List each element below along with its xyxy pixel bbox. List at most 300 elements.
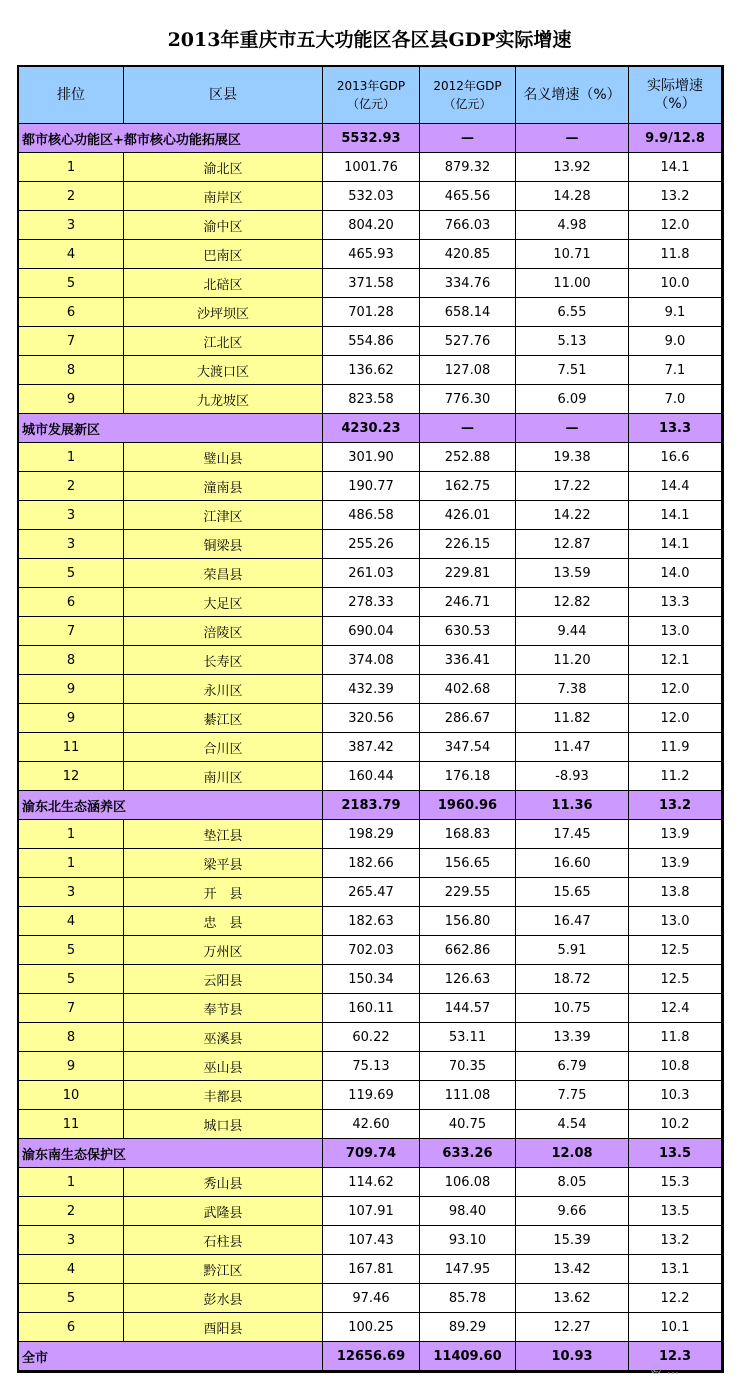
table-row (19, 1284, 722, 1313)
district-cell: 渝北区 (124, 153, 323, 182)
district-cell: 大渡口区 (124, 356, 323, 385)
gdp-2013-cell: 465.93 (323, 240, 420, 269)
gdp-2012-cell: 162.75 (420, 472, 516, 501)
real-growth-cell: 13.5 (629, 1197, 722, 1226)
gdp-2012-cell: 402.68 (420, 675, 516, 704)
table-row (19, 443, 722, 472)
gdp-2012-cell: 426.01 (420, 501, 516, 530)
table-row (19, 1023, 722, 1052)
district-cell: 江津区 (124, 501, 323, 530)
real-growth-cell: 11.9 (629, 733, 722, 762)
table-row (19, 385, 722, 414)
nominal-growth-cell: 11.00 (516, 269, 629, 298)
gdp-2012-cell: 98.40 (420, 1197, 516, 1226)
nominal-growth-cell: 12.27 (516, 1313, 629, 1342)
table-row (19, 936, 722, 965)
real-growth-cell: 13.9 (629, 820, 722, 849)
gdp-2012-cell: 40.75 (420, 1110, 516, 1139)
gdp-2013-cell: 278.33 (323, 588, 420, 617)
table-row (19, 675, 722, 704)
gdp-2012-cell: 229.81 (420, 559, 516, 588)
nominal-growth-cell: 17.22 (516, 472, 629, 501)
section-gdp-2012: 633.26 (420, 1139, 516, 1168)
nominal-growth-cell: 14.22 (516, 501, 629, 530)
section-row (19, 791, 722, 820)
table-row (19, 820, 722, 849)
gdp-2013-cell: 387.42 (323, 733, 420, 762)
section-nominal-growth: — (516, 414, 629, 443)
district-cell: 黔江区 (124, 1255, 323, 1284)
gdp-2012-cell: 176.18 (420, 762, 516, 791)
real-growth-cell: 13.1 (629, 1255, 722, 1284)
rank-cell: 2 (19, 472, 124, 501)
rank-cell: 4 (19, 240, 124, 269)
header-nominal-growth: 名义增速（%） (516, 67, 629, 124)
section-name: 都市核心功能区+都市核心功能拓展区 (19, 124, 323, 153)
gdp-2012-cell: 70.35 (420, 1052, 516, 1081)
gdp-2012-cell: 347.54 (420, 733, 516, 762)
real-growth-cell: 13.2 (629, 1226, 722, 1255)
gdp-table (18, 66, 722, 1371)
rank-cell: 4 (19, 1255, 124, 1284)
real-growth-cell: 11.8 (629, 1023, 722, 1052)
gdp-2013-cell: 255.26 (323, 530, 420, 559)
section-real-growth: 9.9/12.8 (629, 124, 722, 153)
district-cell: 巫溪县 (124, 1023, 323, 1052)
table-row (19, 1255, 722, 1284)
district-cell: 渝中区 (124, 211, 323, 240)
table-row (19, 907, 722, 936)
district-cell: 城口县 (124, 1110, 323, 1139)
gdp-2013-cell: 320.56 (323, 704, 420, 733)
district-cell: 奉节县 (124, 994, 323, 1023)
gdp-2013-cell: 261.03 (323, 559, 420, 588)
nominal-growth-cell: 12.82 (516, 588, 629, 617)
gdp-2012-cell: 465.56 (420, 182, 516, 211)
gdp-2013-cell: 150.34 (323, 965, 420, 994)
gdp-2013-cell: 60.22 (323, 1023, 420, 1052)
nominal-growth-cell: 5.13 (516, 327, 629, 356)
section-gdp-2013: 5532.93 (323, 124, 420, 153)
watermark: © ... (649, 1363, 679, 1378)
table-row (19, 704, 722, 733)
gdp-2012-cell: 85.78 (420, 1284, 516, 1313)
real-growth-cell: 14.1 (629, 153, 722, 182)
district-cell: 璧山县 (124, 443, 323, 472)
rank-cell: 8 (19, 356, 124, 385)
real-growth-cell: 10.0 (629, 269, 722, 298)
table-row (19, 356, 722, 385)
section-nominal-growth: 12.08 (516, 1139, 629, 1168)
real-growth-cell: 13.2 (629, 182, 722, 211)
gdp-2012-cell: 658.14 (420, 298, 516, 327)
gdp-2012-cell: 879.32 (420, 153, 516, 182)
rank-cell: 3 (19, 501, 124, 530)
rank-cell: 5 (19, 936, 124, 965)
rank-cell: 3 (19, 878, 124, 907)
nominal-growth-cell: -8.93 (516, 762, 629, 791)
table-row (19, 994, 722, 1023)
gdp-2013-cell: 374.08 (323, 646, 420, 675)
gdp-2013-cell: 198.29 (323, 820, 420, 849)
gdp-2013-cell: 119.69 (323, 1081, 420, 1110)
district-cell: 永川区 (124, 675, 323, 704)
gdp-2013-cell: 75.13 (323, 1052, 420, 1081)
district-cell: 彭水县 (124, 1284, 323, 1313)
gdp-2012-cell: 662.86 (420, 936, 516, 965)
nominal-growth-cell: 11.82 (516, 704, 629, 733)
gdp-2013-cell: 532.03 (323, 182, 420, 211)
gdp-2012-cell: 226.15 (420, 530, 516, 559)
gdp-2012-cell: 630.53 (420, 617, 516, 646)
rank-cell: 2 (19, 1197, 124, 1226)
table-row (19, 646, 722, 675)
district-cell: 开 县 (124, 878, 323, 907)
gdp-2012-cell: 111.08 (420, 1081, 516, 1110)
table-row (19, 762, 722, 791)
nominal-growth-cell: 6.79 (516, 1052, 629, 1081)
real-growth-cell: 9.0 (629, 327, 722, 356)
district-cell: 巴南区 (124, 240, 323, 269)
gdp-2012-cell: 246.71 (420, 588, 516, 617)
gdp-2013-cell: 42.60 (323, 1110, 420, 1139)
rank-cell: 4 (19, 907, 124, 936)
nominal-growth-cell: 11.20 (516, 646, 629, 675)
total-row (19, 1342, 722, 1371)
table-row (19, 878, 722, 907)
table-row (19, 298, 722, 327)
rank-cell: 5 (19, 559, 124, 588)
district-cell: 荣昌县 (124, 559, 323, 588)
district-cell: 忠 县 (124, 907, 323, 936)
nominal-growth-cell: 10.75 (516, 994, 629, 1023)
gdp-2013-cell: 486.58 (323, 501, 420, 530)
gdp-2012-cell: 156.65 (420, 849, 516, 878)
rank-cell: 1 (19, 820, 124, 849)
rank-cell: 12 (19, 762, 124, 791)
nominal-growth-cell: 11.47 (516, 733, 629, 762)
rank-cell: 7 (19, 617, 124, 646)
real-growth-cell: 12.2 (629, 1284, 722, 1313)
rank-cell: 6 (19, 298, 124, 327)
real-growth-cell: 14.0 (629, 559, 722, 588)
real-growth-cell: 7.0 (629, 385, 722, 414)
district-cell: 石柱县 (124, 1226, 323, 1255)
rank-cell: 6 (19, 1313, 124, 1342)
nominal-growth-cell: 5.91 (516, 936, 629, 965)
district-cell: 武隆县 (124, 1197, 323, 1226)
table-row (19, 211, 722, 240)
rank-cell: 10 (19, 1081, 124, 1110)
nominal-growth-cell: 4.98 (516, 211, 629, 240)
real-growth-cell: 13.3 (629, 588, 722, 617)
table-row (19, 153, 722, 182)
rank-cell: 8 (19, 646, 124, 675)
rank-cell: 2 (19, 182, 124, 211)
total-gdp-2013: 12656.69 (323, 1342, 420, 1371)
rank-cell: 7 (19, 327, 124, 356)
section-real-growth: 13.5 (629, 1139, 722, 1168)
table-row (19, 1313, 722, 1342)
district-cell: 酉阳县 (124, 1313, 323, 1342)
page-title: 2013年重庆市五大功能区各区县GDP实际增速 (167, 29, 572, 51)
table-row (19, 472, 722, 501)
nominal-growth-cell: 7.51 (516, 356, 629, 385)
rank-cell: 11 (19, 733, 124, 762)
nominal-growth-cell: 9.44 (516, 617, 629, 646)
real-growth-cell: 14.1 (629, 530, 722, 559)
nominal-growth-cell: 15.39 (516, 1226, 629, 1255)
section-row (19, 1139, 722, 1168)
table-row (19, 1110, 722, 1139)
gdp-2013-cell: 554.86 (323, 327, 420, 356)
real-growth-cell: 9.1 (629, 298, 722, 327)
nominal-growth-cell: 13.92 (516, 153, 629, 182)
section-row (19, 124, 722, 153)
header-gdp-2012: 2012年GDP （亿元） (420, 67, 516, 124)
real-growth-cell: 12.1 (629, 646, 722, 675)
rank-cell: 9 (19, 704, 124, 733)
real-growth-cell: 12.4 (629, 994, 722, 1023)
nominal-growth-cell: 14.28 (516, 182, 629, 211)
table-row (19, 1226, 722, 1255)
section-real-growth: 13.2 (629, 791, 722, 820)
table-row (19, 240, 722, 269)
table-row (19, 269, 722, 298)
gdp-2012-cell: 776.30 (420, 385, 516, 414)
gdp-2012-cell: 168.83 (420, 820, 516, 849)
section-gdp-2012: 1960.96 (420, 791, 516, 820)
rank-cell: 3 (19, 211, 124, 240)
table-row (19, 1197, 722, 1226)
gdp-2012-cell: 89.29 (420, 1313, 516, 1342)
nominal-growth-cell: 8.05 (516, 1168, 629, 1197)
rank-cell: 8 (19, 1023, 124, 1052)
rank-cell: 1 (19, 153, 124, 182)
gdp-2013-cell: 107.91 (323, 1197, 420, 1226)
nominal-growth-cell: 10.71 (516, 240, 629, 269)
section-gdp-2012: — (420, 124, 516, 153)
header-rank: 排位 (19, 67, 124, 124)
gdp-2013-cell: 265.47 (323, 878, 420, 907)
gdp-2013-cell: 702.03 (323, 936, 420, 965)
rank-cell: 1 (19, 443, 124, 472)
header-row (19, 67, 722, 124)
gdp-2013-cell: 97.46 (323, 1284, 420, 1313)
district-cell: 垫江县 (124, 820, 323, 849)
table-row (19, 1081, 722, 1110)
nominal-growth-cell: 16.47 (516, 907, 629, 936)
district-cell: 南川区 (124, 762, 323, 791)
district-cell: 万州区 (124, 936, 323, 965)
table-row (19, 849, 722, 878)
gdp-2012-cell: 334.76 (420, 269, 516, 298)
real-growth-cell: 11.2 (629, 762, 722, 791)
rank-cell: 7 (19, 994, 124, 1023)
total-nominal-growth: 10.93 (516, 1342, 629, 1371)
gdp-2013-cell: 371.58 (323, 269, 420, 298)
district-cell: 大足区 (124, 588, 323, 617)
real-growth-cell: 14.1 (629, 501, 722, 530)
total-gdp-2012: 11409.60 (420, 1342, 516, 1371)
real-growth-cell: 12.5 (629, 965, 722, 994)
table-row (19, 588, 722, 617)
nominal-growth-cell: 7.75 (516, 1081, 629, 1110)
table-row (19, 501, 722, 530)
section-name: 城市发展新区 (19, 414, 323, 443)
nominal-growth-cell: 4.54 (516, 1110, 629, 1139)
nominal-growth-cell: 13.39 (516, 1023, 629, 1052)
header-gdp-2013: 2013年GDP （亿元） (323, 67, 420, 124)
real-growth-cell: 12.0 (629, 675, 722, 704)
real-growth-cell: 10.1 (629, 1313, 722, 1342)
section-name: 渝东北生态涵养区 (19, 791, 323, 820)
gdp-2013-cell: 182.66 (323, 849, 420, 878)
rank-cell: 1 (19, 1168, 124, 1197)
section-row (19, 414, 722, 443)
rank-cell: 9 (19, 1052, 124, 1081)
gdp-2012-cell: 527.76 (420, 327, 516, 356)
district-cell: 云阳县 (124, 965, 323, 994)
real-growth-cell: 12.0 (629, 704, 722, 733)
real-growth-cell: 16.6 (629, 443, 722, 472)
nominal-growth-cell: 13.42 (516, 1255, 629, 1284)
real-growth-cell: 13.0 (629, 907, 722, 936)
table-row (19, 327, 722, 356)
district-cell: 江北区 (124, 327, 323, 356)
gdp-2012-cell: 106.08 (420, 1168, 516, 1197)
nominal-growth-cell: 15.65 (516, 878, 629, 907)
real-growth-cell: 10.8 (629, 1052, 722, 1081)
real-growth-cell: 7.1 (629, 356, 722, 385)
nominal-growth-cell: 6.09 (516, 385, 629, 414)
gdp-2013-cell: 160.11 (323, 994, 420, 1023)
gdp-2012-cell: 336.41 (420, 646, 516, 675)
rank-cell: 5 (19, 1284, 124, 1313)
gdp-2013-cell: 107.43 (323, 1226, 420, 1255)
gdp-2013-cell: 136.62 (323, 356, 420, 385)
table-row (19, 965, 722, 994)
gdp-2013-cell: 823.58 (323, 385, 420, 414)
section-name: 渝东南生态保护区 (19, 1139, 323, 1168)
table-row (19, 617, 722, 646)
gdp-2012-cell: 93.10 (420, 1226, 516, 1255)
real-growth-cell: 11.8 (629, 240, 722, 269)
gdp-2012-cell: 286.67 (420, 704, 516, 733)
gdp-2012-cell: 420.85 (420, 240, 516, 269)
table-row (19, 1052, 722, 1081)
real-growth-cell: 13.9 (629, 849, 722, 878)
header-real-growth: 实际增速 （%） (629, 67, 722, 124)
gdp-2012-cell: 53.11 (420, 1023, 516, 1052)
nominal-growth-cell: 6.55 (516, 298, 629, 327)
gdp-2013-cell: 190.77 (323, 472, 420, 501)
rank-cell: 3 (19, 530, 124, 559)
table-body (19, 124, 722, 1371)
rank-cell: 9 (19, 385, 124, 414)
district-cell: 巫山县 (124, 1052, 323, 1081)
rank-cell: 1 (19, 849, 124, 878)
section-gdp-2013: 4230.23 (323, 414, 420, 443)
section-gdp-2013: 2183.79 (323, 791, 420, 820)
real-growth-cell: 12.5 (629, 936, 722, 965)
table-row (19, 733, 722, 762)
table-row (19, 559, 722, 588)
gdp-2012-cell: 252.88 (420, 443, 516, 472)
table-row (19, 530, 722, 559)
gdp-2012-cell: 766.03 (420, 211, 516, 240)
district-cell: 綦江区 (124, 704, 323, 733)
nominal-growth-cell: 9.66 (516, 1197, 629, 1226)
total-name: 全市 (19, 1342, 323, 1371)
nominal-growth-cell: 17.45 (516, 820, 629, 849)
rank-cell: 5 (19, 965, 124, 994)
rank-cell: 9 (19, 675, 124, 704)
gdp-2013-cell: 167.81 (323, 1255, 420, 1284)
real-growth-cell: 13.8 (629, 878, 722, 907)
district-cell: 合川区 (124, 733, 323, 762)
rank-cell: 3 (19, 1226, 124, 1255)
real-growth-cell: 12.0 (629, 211, 722, 240)
gdp-2013-cell: 432.39 (323, 675, 420, 704)
district-cell: 秀山县 (124, 1168, 323, 1197)
nominal-growth-cell: 19.38 (516, 443, 629, 472)
gdp-2013-cell: 301.90 (323, 443, 420, 472)
gdp-2013-cell: 804.20 (323, 211, 420, 240)
real-growth-cell: 10.2 (629, 1110, 722, 1139)
gdp-2013-cell: 701.28 (323, 298, 420, 327)
section-gdp-2013: 709.74 (323, 1139, 420, 1168)
gdp-2013-cell: 1001.76 (323, 153, 420, 182)
nominal-growth-cell: 7.38 (516, 675, 629, 704)
nominal-growth-cell: 18.72 (516, 965, 629, 994)
real-growth-cell: 15.3 (629, 1168, 722, 1197)
gdp-2012-cell: 147.95 (420, 1255, 516, 1284)
nominal-growth-cell: 13.59 (516, 559, 629, 588)
section-gdp-2012: — (420, 414, 516, 443)
table-row (19, 1168, 722, 1197)
section-nominal-growth: 11.36 (516, 791, 629, 820)
table-row (19, 182, 722, 211)
district-cell: 潼南县 (124, 472, 323, 501)
real-growth-cell: 10.3 (629, 1081, 722, 1110)
district-cell: 北碚区 (124, 269, 323, 298)
nominal-growth-cell: 12.87 (516, 530, 629, 559)
gdp-2013-cell: 160.44 (323, 762, 420, 791)
total-real-growth: 12.3 (629, 1342, 722, 1371)
district-cell: 九龙坡区 (124, 385, 323, 414)
gdp-2012-cell: 156.80 (420, 907, 516, 936)
gdp-2012-cell: 127.08 (420, 356, 516, 385)
gdp-2013-cell: 690.04 (323, 617, 420, 646)
rank-cell: 5 (19, 269, 124, 298)
header-district: 区县 (124, 67, 323, 124)
district-cell: 长寿区 (124, 646, 323, 675)
district-cell: 梁平县 (124, 849, 323, 878)
section-real-growth: 13.3 (629, 414, 722, 443)
rank-cell: 6 (19, 588, 124, 617)
district-cell: 涪陵区 (124, 617, 323, 646)
gdp-2013-cell: 100.25 (323, 1313, 420, 1342)
gdp-2012-cell: 126.63 (420, 965, 516, 994)
gdp-2012-cell: 229.55 (420, 878, 516, 907)
gdp-2013-cell: 114.62 (323, 1168, 420, 1197)
rank-cell: 11 (19, 1110, 124, 1139)
gdp-2012-cell: 144.57 (420, 994, 516, 1023)
nominal-growth-cell: 16.60 (516, 849, 629, 878)
gdp-2013-cell: 182.63 (323, 907, 420, 936)
real-growth-cell: 14.4 (629, 472, 722, 501)
